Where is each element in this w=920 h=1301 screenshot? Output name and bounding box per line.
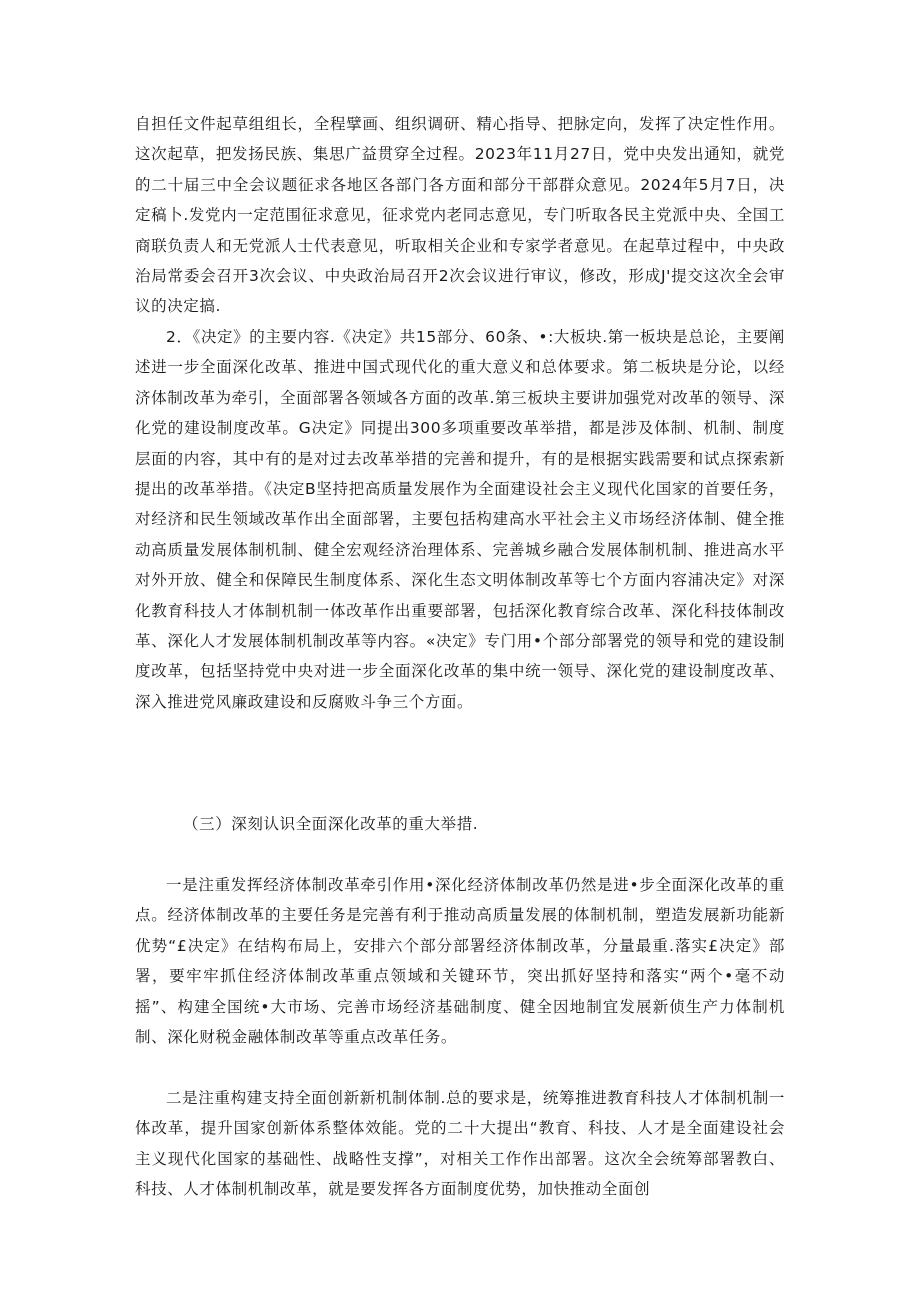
section-heading-3: （三）深刻认识全面深化改革的重大举措. xyxy=(183,815,479,833)
paragraph-innovation-mechanism: 二是注重构建支持全面创新新机制体制.总的要求是，统筹推进教育科技人才体制机制一体改革，提升国家创新体系整体效能。党的二十大提出“教育、科技、人才是全面建设社会主义现代化国家的基础性、战略性支撑”，对相关工作作出部署。这次全会统筹部署教白、科技、人才体制机制改革，就是要发挥各方面制度优势，加快推动全面创 xyxy=(135,1089,785,1199)
paragraph-main-content: 2．《决定》的主要内容.《决定》共15部分、60条、•:大板块.第一板块是总论，主要阐述进一步全面深化改革、推进中国式现代化的重大意义和总体要求。第二板块是分论，以经济体制改革为牵引，全面部署各领域各方面的改革.第三板块主要讲加强党对改革的领导、深化党的建设制度改革。G决定》同提出300多项重要改革举措，都是涉及体制、机制、制度层面的内容，其中有的是对过去改革举措的完善和提升，有的是根据实践需要和试点探索新提出的改革举措。《决定B坚持把高质量发展作为全面建设社会主义现代化国家的首要任务，对经济和民生领域改革作出全面部署，主要包括构建高水平社会主义市场经济体制、健全推动高质量发展体制机制、健全宏观经济治理体系、完善城乡融合发展体制机制、推进高水平对外开放、健全和保障民生制度体系、深化生态文明体制改革等七个方面内容浦决定》对深化教育科技人才体制机制一体改革作出重要部署，包括深化教育综合改革、深化科技体制改革、深化人才发展体制机制改革等内容。«决定》专门用•个部分部署党的领导和党的建设制度改革，包括坚持党中央对进一步全面深化改革的集中统一领导、深化党的建设制度改革、深入推进党风廉政建设和反腐败斗争三个方面。 xyxy=(135,328,785,711)
paragraph-drafting-process: 自担任文件起草组组长，全程擘画、组织调研、精心指导、把脉定向，发挥了决定性作用。这次起草，把发扬民族、集思广益贯穿全过程。2023年11月27日，党中央发出通知，就党的二十届三中全会议题征求各地区各部门各方面和部分干部群众意见。2024年5月7日，决定稿卜.发党内一定范围征求意见，征求党内老同志意见，专门听取各民主党派中央、全国工商联负责人和无党派人士代表意见，听取相关企业和专家学者意见。在起草过程中，中央政治局常委会召开3次会议、中央政治局召开2次会议进行审议，修改，形成J'提交这次全会审议的决定搞. xyxy=(135,115,785,316)
paragraph-economic-reform: 一是注重发挥经济体制改革牵引作用•深化经济体制改革仍然是进•步全面深化改革的重点。经济体制改革的主要任务是完善有利于推动高质量发展的体制机制，塑造发展新功能新优势“£决定》在结构布局上，安排六个部分部署经济体制改革，分量最重.落实£决定》部署，要牢牢抓住经济体制改革重点领域和关键环节，突出抓好坚持和落实“两个•毫不动摇”、构建全国统•大市场、完善市场经济基础制度、健全因地制宜发展新侦生产力体制机制、深化财税金融体制改革等重点改革任务。 xyxy=(135,876,785,1047)
